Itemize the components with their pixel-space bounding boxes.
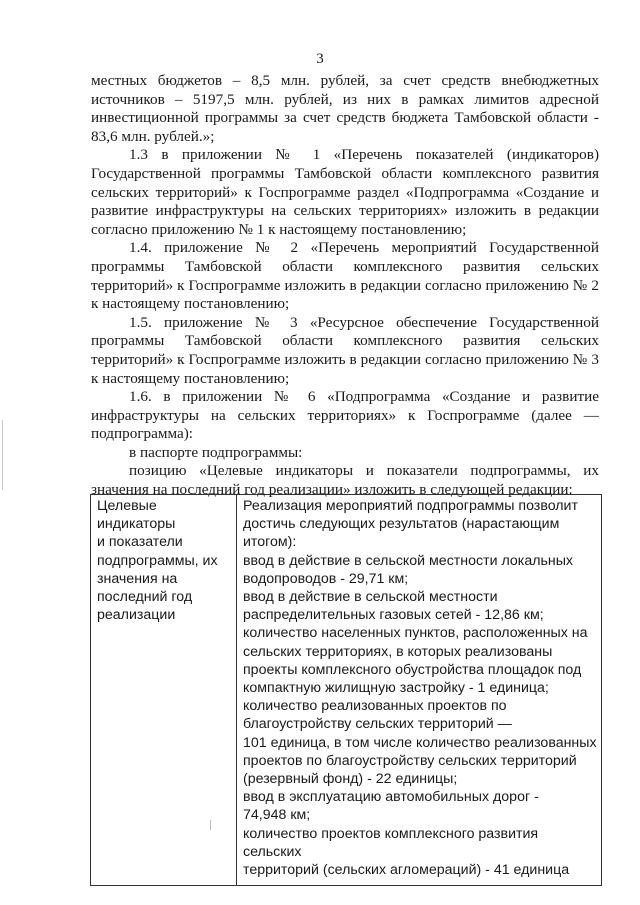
paragraph: 1.3 в приложении № 1 «Перечень показателей (индикаторов) Государственной программы Тамбовской области комплексного развития сельских территорий» к Госпрограмме раздел «Подпрограмма «Создание и развитие инфраструктуры на сельских территориях» изложить в редакции согласно приложению № 1 к настоящему постановлению; (91, 146, 599, 238)
table-value-line: количество проектов комплексного развития сельских (243, 825, 539, 860)
table-value-line: количество реализованных проектов по (243, 698, 507, 715)
table-value-line: достичь следующих результатов (нарастающим (243, 516, 560, 533)
paragraph: 1.5. приложение № 3 «Ресурсное обеспечение Государственной программы Тамбовской области комплексного развития сельских территорий» к Госпрограмме изложить в редакции согласно приложению № 3 к настоящему постановлению; (91, 313, 599, 387)
table-label-line: и показатели (97, 534, 183, 551)
table-value-line: (резервный фонд) - 22 единицы; (243, 771, 458, 788)
table-value-line: благоустройству сельских территорий — (243, 716, 512, 733)
paragraph: 1.4. приложение № 2 «Перечень мероприятий Государственной программы Тамбовской области комплексного развития сельских территорий» к Госпрограмме изложить в редакции согласно приложению № 2 к настоящему постановлению; (91, 239, 599, 313)
table-cell-label (91, 495, 237, 885)
table-label-line: реализации (97, 607, 176, 624)
table-value-line: проектов по благоустройству сельских территорий (243, 752, 577, 769)
table-label-line: последний год (97, 589, 193, 606)
table-value-line: итогом): (243, 534, 297, 551)
table-value-line: количество населенных пунктов, расположенных на (243, 625, 588, 642)
table-value-line: водопроводов - 29,71 км; (243, 570, 409, 587)
table-value-line: 74,948 км; (243, 807, 311, 824)
table-value-line: территорий (сельских агломераций) - 41 единица (243, 862, 570, 879)
paragraph: в паспорте подпрограммы: (129, 443, 303, 461)
paragraph: позицию «Целевые индикаторы и показатели подпрограммы, их значения на последний год реализации» изложить в следующей редакции: (91, 462, 599, 499)
table-label-line: подпрограммы, их (97, 552, 218, 569)
table-label-line: значения на (97, 570, 178, 587)
paragraph: местных бюджетов – 8,5 млн. рублей, за счет средств внебюджетных источников – 5197,5 млн. рублей, из них в рамках лимитов адресной инвестиционной программы за счет средств бюджета Тамбовской области - 83,6 млн. рублей.»; (91, 72, 599, 145)
table-value-line: проекты комплексного обустройства площадок под (243, 661, 582, 678)
table-label-line: Целевые индикаторы (97, 498, 176, 533)
scan-margin-mark (2, 420, 3, 490)
table-value-line: ввод в действие в сельской местности (243, 589, 498, 606)
table-value-line: Реализация мероприятий подпрограммы позволит (243, 498, 578, 514)
table-value-line: компактную жилищную застройку - 1 единица; (243, 680, 549, 697)
paragraph: 1.6. в приложении № 6 «Подпрограмма «Создание и развитие инфраструктуры на сельских территориях» к Госпрограмме (далее — подпрограмма): (91, 388, 599, 443)
table-value-line: распределительных газовых сетей - 12,86 км; (243, 607, 544, 624)
table-value-line: 101 единица, в том числе количество реализованных (243, 734, 597, 751)
table-value-line: ввод в действие в сельской местности локальных (243, 552, 574, 569)
page-number: 3 (316, 51, 324, 67)
table-cell-value (237, 495, 601, 885)
table-value-line: сельских территориях, в которых реализованы (243, 643, 553, 660)
indicators-table (90, 494, 602, 886)
table-value-line: ввод в эксплуатацию автомобильных дорог - (243, 789, 539, 806)
body-text (91, 72, 599, 500)
